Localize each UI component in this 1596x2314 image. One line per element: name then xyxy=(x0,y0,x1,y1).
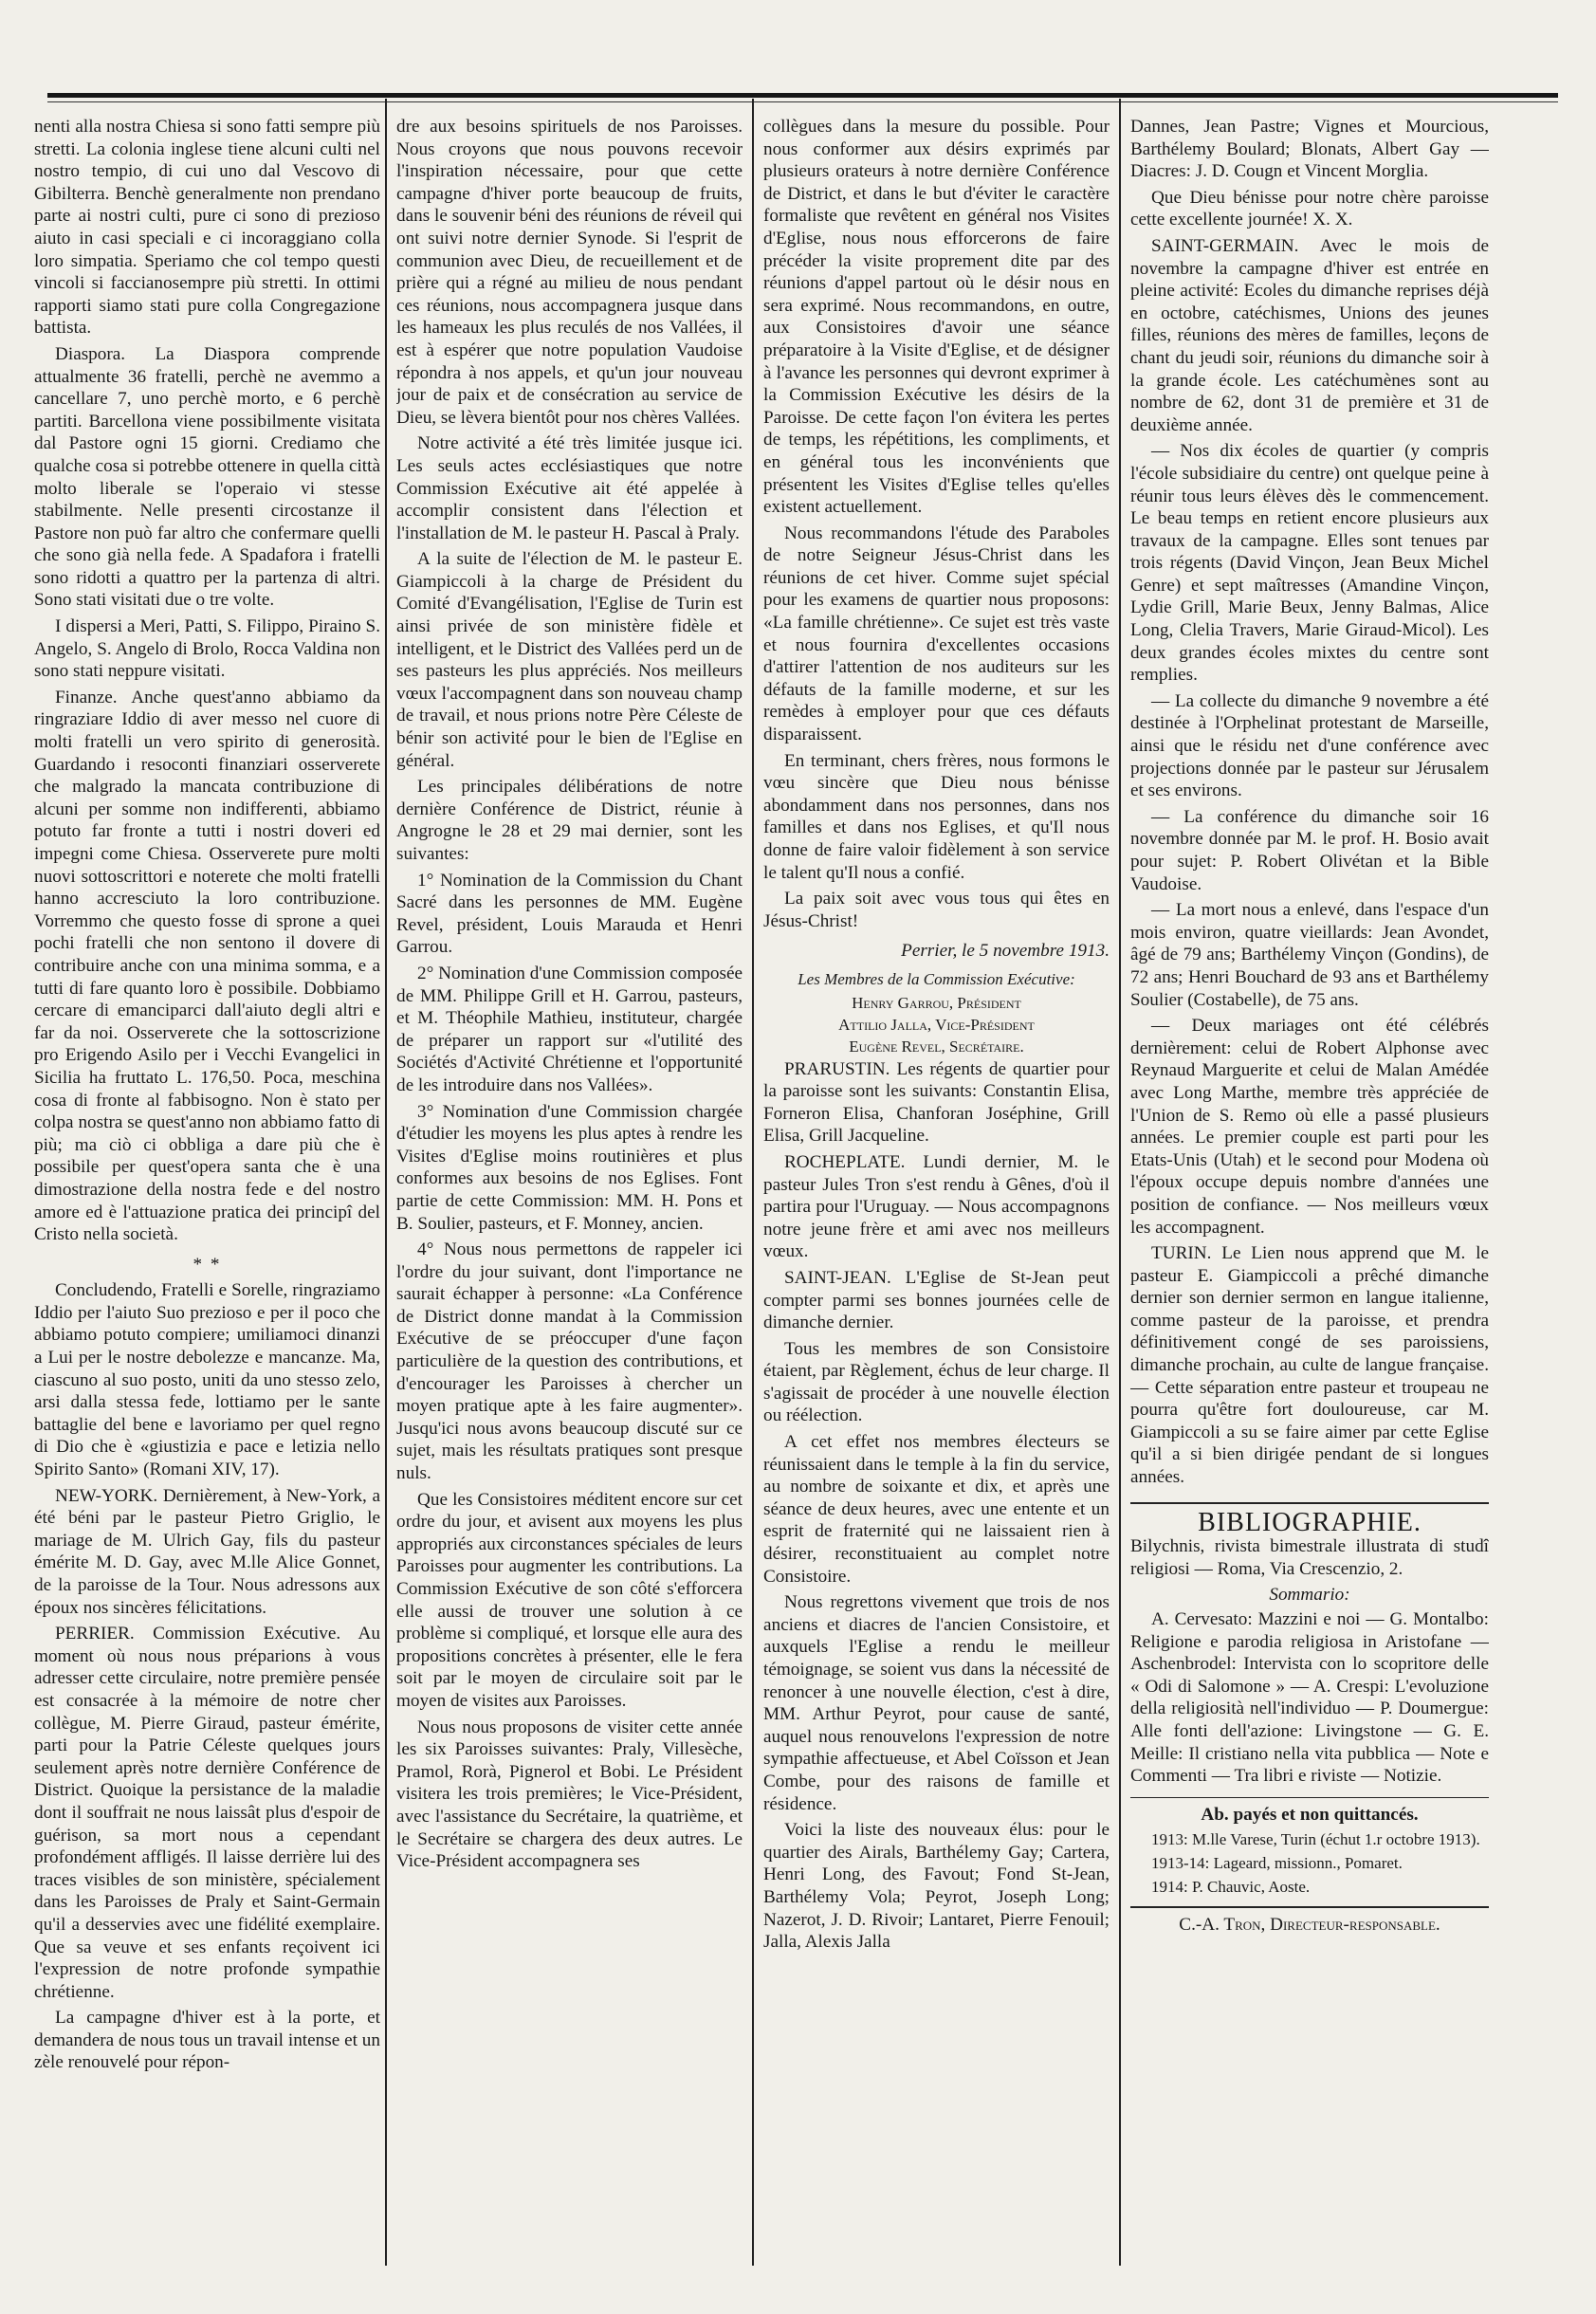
column-divider xyxy=(385,99,387,2266)
paragraph: Nous recommandons l'étude des Paraboles de notre Seigneur Jésus-Christ dans les réunions de cet hiver. Comme sujet spécial pour les examens de quartier nous proposons: «La famille chrétienne». Ce sujet est très vaste et nous fournira d'excellentes occasions d'attirer l'attention de nos auditeurs sur les défauts de la famille moderne, et sur les remèdes à employer pour que ces défauts disparaissent. xyxy=(763,523,1110,745)
paragraph: 3° Nomination d'une Commission chargée d'étudier les moyens les plus aptes à rendre les Visites d'Eglise moins routinières et plus conformes aux besoins de nos Eglises. Font partie de cette Commission: MM. H. Pons et B. Soulier, pasteurs, et F. Monney, ancien. xyxy=(396,1101,743,1234)
paragraph: nenti alla nostra Chiesa si sono fatti sempre più stretti. La colonia inglese tiene alcuni culti nel nostro tempio, di cui uno dal Vescovo di Gibilterra. Benchè generalmente non prendano parte ai nostri culti, pure ci sono di prezioso aiuto in casi speciali e ci incoraggiano colla loro simpatia. Speriamo che col tempo questi vincoli si faccianosempre più stretti. In ottimi rapporti siamo stati pure colla Congregazione battista. xyxy=(34,117,380,339)
paragraph: A cet effet nos membres électeurs se réunissaient dans le temple à la fin du service, au nombre de soixante et dix, et après une séance de deux heures, avec une entente et un esprit de fraternité qui ne laissaient rien à désirer, reconstituaient au complet notre Consistoire. xyxy=(763,1432,1110,1587)
paragraph: TURIN. Le Lien nous apprend que M. le pasteur E. Giampiccoli a prêché dimanche dernier son dernier sermon en langue italienne, comme pasteur de la paroisse, et prendra définitivement congé de ses paroissiens, dimanche prochain, au culte de langue française. — Cette séparation entre pasteur et troupeau ne pourra qu'être fort douloureuse, car M. Giampiccoli a su se faire aimer par cette Eglise qu'il a si bien dirigée pendant de si longues années. xyxy=(1130,1243,1489,1488)
paragraph: Dannes, Jean Pastre; Vignes et Mourcious, Barthélemy Boulard; Blonats, Albert Gay — Diacres: J. D. Cougn et Vincent Morglia. xyxy=(1130,117,1489,182)
paragraph: Diaspora. La Diaspora comprende attualmente 36 fratelli, perchè ne avemmo a cancellare 7, uno perchè morto, e 6 perchè partiti. Barcellona viene possibilmente visitata dal Pastore ogni 15 giorni. Crediamo che qualche cosa si potrebbe ottenere in quella città molto liberale se l'operaio vi stesse stabilmente. Nelle presenti circostanze il Pastore non può far altro che confermare quelli che sono già nella fede. A Spadafora i fratelli sono ridotti a quattro per la partenza di altri. Sono stati visitati due o tre volte. xyxy=(34,343,380,611)
paragraph: La paix soit avec vous tous qui êtes en Jésus-Christ! xyxy=(763,889,1110,931)
signatory: Henry Garrou, Président xyxy=(852,993,1021,1012)
top-rule-thin xyxy=(47,101,1558,102)
column-1 xyxy=(34,116,380,2268)
paragraph: Tous les membres de son Consistoire étaient, par Règlement, échus de leur charge. Il s'agissait de procéder à une nouvelle élection ou réélection. xyxy=(763,1338,1110,1426)
dateline: Perrier, le 5 novembre 1913. xyxy=(901,941,1110,962)
paragraph: — La collecte du dimanche 9 novembre a été destinée à l'Orphelinat protestant de Marseille, ainsi que le résidu net d'une conférence avec projections donnée par le pasteur sur Jérusalem et ses environs. xyxy=(1130,690,1489,801)
paragraph: PRARUSTIN. Les régents de quartier pour la paroisse sont les suivants: Constantin Elisa, Forneron Elisa, Chanforan Joséphine, Grill Elisa, Grill Jacqueline. xyxy=(763,1058,1110,1147)
paragraph: — La conférence du dimanche soir 16 novembre donnée par M. le prof. H. Bosio avait pour sujet: P. Robert Olivétan et la Bible Vaudoise. xyxy=(1130,806,1489,894)
sommario-label: Sommario: xyxy=(1269,1585,1350,1606)
paragraph: A la suite de l'élection de M. le pasteur E. Giampiccoli à la charge de Président du Comité d'Evangélisation, l'Eglise de Turin est ainsi privée de son ministère fidèle et intelligent, et le District des Vallées perd un de ses pasteurs les plus appréciés. Nos meilleurs vœux l'accompagnent dans son nouveau champ de travail, et nous prions notre Père Céleste de bénir son activité pour le bien de l'Eglise en général. xyxy=(396,549,743,771)
paragraph: Finanze. Anche quest'anno abbiamo da ringraziare Iddio di aver messo nel cuore di molti fratelli un vero spirito di generosità. Guardando i resoconti finanziari osserverete che malgrado la mancata contribuzione di alcuni per somme non indifferenti, abbiamo potuto far fronte a tutti i nostri doveri ed impegni come Chiesa. Osserverete pure molti nuovi sottoscrittori e noterete che molti fratelli hanno accresciuto la loro contribuzione. Vorremmo che questo fosse di sprone a quei pochi fratelli che non sentono il dovere di contribuire anche con una minima somma, e a tutti di fare quanto loro è possibile. Dobbiamo cercare di emanciparci dall'aiuto degli altri e far da noi. Osserverete che la sottoscrizione pro Erigendo Asilo per i Vecchi Evangelici in Sicilia ha fruttato L. 176,50. Poca, meschina cosa di fronte al fabbisogno. Non è stato per colpa nostra se quest'anno non abbiamo fatto di più; ma ciò ci obbliga a dare più che è possibile per quest'opera santa che è una dimostrazione della nostra fede e del nostro amore ed è l'attuazione pratica dei principî del Cristo nella società. xyxy=(34,687,380,1245)
column-divider xyxy=(752,99,754,2266)
paragraph: Concludendo, Fratelli e Sorelle, ringraziamo Iddio per l'aiuto Suo prezioso e per il poco che abbiamo potuto compiere; umiliamoci dinanzi a Lui per le nostre debolezze e mancanze. Ma, ciascuno al suo posto, uniti da uno stesso zelo, arsi dalla stessa fede, lottiamo per le sante battaglie del bene e lavoriamo per quel regno di Dio che è «giustizia e pace e letizia nello Spirito Santo» (Romani XIV, 17). xyxy=(34,1280,380,1480)
subscription-item: 1914: P. Chauvic, Aoste. xyxy=(1151,1878,1311,1897)
paragraph: I dispersi a Meri, Patti, S. Filippo, Piraino S. Angelo, S. Angelo di Brolo, Rocca Valdina non sono stati neppure visitati. xyxy=(34,616,380,682)
paragraph: Nous regrettons vivement que trois de nos anciens et diacres de l'ancien Consistoire, et auxquels l'Eglise a rendu le meilleur témoignage, se soient vus dans la nécessité de renoncer à une nouvelle élection, c'est à dire, MM. Arthur Peyrot, pour cause de santé, auquel nous renouvelons l'expression de notre sympathie affectueuse, et Abel Coïsson et Jean Combe, pour des raisons de famille et résidence. xyxy=(763,1592,1110,1814)
bibliography-heading: BIBLIOGRAPHIE. xyxy=(1130,1502,1489,1534)
editor-signature: C.-A. Tron, Directeur-responsable. xyxy=(1130,1906,1489,1937)
column-2 xyxy=(396,116,743,2268)
paragraph: Voici la liste des nouveaux élus: pour le quartier des Airals, Barthélemy Gay; Cartera, Henri Long, des Favout; Fond St-Jean, Barthélemy Vola; Peyrot, Joseph Long; Nazerot, J. D. Rivoir; Lantaret, Pierre Fenouil; Jalla, Alexis Jalla xyxy=(763,1820,1110,1953)
paragraph: 1° Nomination de la Commission du Chant Sacré dans les personnes de MM. Eugène Revel, président, Louis Marauda et Henri Garrou. xyxy=(396,870,743,958)
paragraph: — La mort nous a enlevé, dans l'espace d'un mois environ, quatre vieillards: Jean Avondet, âgé de 79 ans; Barthélemy Vinçon (Gondins), de 72 ans; Henri Bouchard de 93 ans et Barthélemy Soulier (Costabelle), de 75 ans. xyxy=(1130,900,1489,1010)
paragraph: — Nos dix écoles de quartier (y compris l'école subsidiaire du centre) ont quelque peine à réunir tous leurs élèves dès le commencement. Le beau temps en retient encore plusieurs aux travaux de la campagne. Elles sont tenues par trois régents (David Vinçon, Jean Beux Michel Genre) et sept maîtresses (Amandine Vinçon, Lydie Grill, Marie Beux, Jenny Balmas, Alice Long, Clelia Travers, Marie Giraud-Micol). Les deux grandes écoles mixtes du centre sont remplies. xyxy=(1130,441,1489,686)
subscriptions-heading: Ab. payés et non quittancés. xyxy=(1130,1797,1489,1827)
signatory: Attilio Jalla, Vice-Président xyxy=(838,1015,1035,1034)
paragraph: Nous nous proposons de visiter cette année les six Paroisses suivantes: Praly, Villesèche, Pramol, Rorà, Pignerol et Bobi. Le Président visitera les trois premières; le Vice-Président, avec l'assistance du Secrétaire, la quatrième, et le Secrétaire se chargera des deux autres. Le Vice-Président accompagnera ses xyxy=(396,1717,743,1872)
subscription-item: 1913: M.lle Varese, Turin (échut 1.r octobre 1913). xyxy=(1151,1830,1480,1849)
paragraph: SAINT-GERMAIN. Avec le mois de novembre la campagne d'hiver est entrée en pleine activité: Ecoles du dimanche reprises déjà en octobre, catéchismes, Unions des jeunes filles, réunions des mères de familles, leçons de chant du jeudi soir, réunions du dimanche soir à la grande école. Les catéchumènes sont au nombre de 62, dont 31 de première et 31 de deuxième année. xyxy=(1130,235,1489,435)
paragraph: Que les Consistoires méditent encore sur cet ordre du jour, et avisent aux moyens les plus appropriés aux circonstances spéciales de leurs Paroisses pour augmenter les contributions. La Commission Exécutive de son côté s'efforcera elle aussi de trouver une solution à ce problème si compliqué, et lorsque elle aura des propositions concrètes à présenter, elle le fera soit par le moyen de circulaire soit par le moyen de visites aux Paroisses. xyxy=(396,1489,743,1711)
paragraph: dre aux besoins spirituels de nos Paroisses. Nous croyons que nous pouvons recevoir l'inspiration nécessaire, pour que cette campagne d'hiver porte beaucoup de fruits, dans le souvenir béni des réunions de réveil qui ont suivi notre dernier Synode. Si l'esprit de communion avec Dieu, de recueillement et de prière qui a régné au milieu de nous pendant ces réunions, nous accompagnera jusque dans les hameaux les plus reculés de nos Vallées, il est à espérer que notre population Vaudoise répondra à nos appels, et qu'un jour nouveau jour de paix et de consécration au service de Dieu, se lèvera bientôt pour nos chères Vallées. xyxy=(396,117,743,428)
paragraph: NEW-YORK. Dernièrement, à New-York, a été béni par le pasteur Pietro Griglio, le mariage de M. Ulrich Gay, fils du pasteur émérite M. D. Gay, avec M.lle Alice Gonnet, de la paroisse de la Tour. Nous adressons aux époux nos sincères félicitations. xyxy=(34,1485,380,1618)
paragraph: collègues dans la mesure du possible. Pour nous conformer aux désirs exprimés par plusieurs orateurs à notre dernière Conférence de District, et dans le but d'éviter le caractère formaliste que revêtent en général nos Visites d'Eglise, nous nous efforcerons de faire précéder la visite proprement dite par des réunions d'appel partout où le désir nous en sera exprimé. Nous recommandons, en outre, aux Consistoires d'avoir une séance préparatoire à la Visite d'Eglise, et de désigner à l'avance les personnes qui devront exprimer à la Commission Exécutive les désirs de la Paroisse. De cette façon l'on évitera les pertes de temps, les répétitions, les compliments, et en général tous les inconvénients que présentent les Visites d'Eglise telles qu'elles existent actuellement. xyxy=(763,117,1110,518)
paragraph: 4° Nous nous permettons de rappeler ici l'ordre du jour suivant, dont l'importance ne saurait échapper à personne: «La Conférence de District donne mandat à la Commission Exécutive de se préoccuper d'une façon particulière de la question des contributions, et d'encourager les Paroisses à chercher un moyen pratique apte à les faire augmenter». Jusqu'ici nous avons beaucoup discuté sur ce sujet, mais les résultats pratiques sont presque nuls. xyxy=(396,1240,743,1484)
bibliography-contents: A. Cervesato: Mazzini e noi — G. Montalbo: Religione e parodia religiosa in Aristofane — Aschenbrodel: Intervista con lo scopritore delle « Odi di Salomone » — A. Crespi: L'evoluzione della religiosità nell'individuo — P. Doumergue: Alle fonti dell'azione: Livingstone — G. E. Meille: Il cristiano nella vita pubblica — Note e Commenti — Tra libri e riviste — Notizie. xyxy=(1130,1609,1489,1787)
paragraph: SAINT-JEAN. L'Eglise de St-Jean peut compter parmi ses bonnes journées celle de dimanche dernier. xyxy=(763,1267,1110,1333)
paragraph: 2° Nomination d'une Commission composée de MM. Philippe Grill et H. Garrou, pasteurs, et M. Théophile Mathieu, instituteur, chargée de préparer un rapport sur «l'utilité des Sociétés d'Activité Chrétienne et l'opportunité de les introduire dans nos Vallées». xyxy=(396,963,743,1095)
paragraph: En terminant, chers frères, nous formons le vœu sincère que Dieu nous bénisse abondamment dans nos personnes, dans nos familles et dans nos Eglises, et qu'Il nous donne de faire valoir fidèlement à son service le talent qu'Il nous a confié. xyxy=(763,750,1110,883)
section-separator: * * xyxy=(193,1254,222,1275)
column-3 xyxy=(763,116,1110,2268)
paragraph: — Deux mariages ont été célébrés dernièrement: celui de Robert Alphonse avec Reynaud Marguerite et celui de Malan Amédée avec Long Marthe, membre très appréciée de l'Union de S. Remo où elle a passé plusieurs années. Le premier couple est parti pour les Etats-Unis (Utah) et le second pour Modena où l'époux occupe depuis nombre d'années une position de confiance. — Nos meilleurs vœux les accompagnent. xyxy=(1130,1016,1489,1238)
paragraph: Les principales délibérations de notre dernière Conférence de District, réunie à Angrogne le 28 et 29 mai dernier, sont les suivantes: xyxy=(396,777,743,864)
column-4 xyxy=(1130,116,1489,2268)
paragraph: ROCHEPLATE. Lundi dernier, M. le pasteur Jules Tron s'est rendu à Gênes, d'où il partira pour l'Uruguay. — Nous accompagnons notre jeune frère et ami avec nos meilleurs vœux. xyxy=(763,1151,1110,1262)
bibliography-intro: Bilychnis, rivista bimestrale illustrata di studî religiosi — Roma, Via Crescenzio, 2. xyxy=(1130,1536,1489,1579)
paragraph: La campagne d'hiver est à la porte, et demandera de nous tous un travail intense et un zèle renouvelé pour répon- xyxy=(34,2008,380,2073)
subscription-item: 1913-14: Lageard, missionn., Pomaret. xyxy=(1151,1854,1403,1873)
signatories-heading: Les Membres de la Commission Exécutive: xyxy=(798,969,1075,988)
paragraph: Notre activité a été très limitée jusque ici. Les seuls actes ecclésiastiques que notre Commission Exécutive ait été appelée à accomplir consistent dans l'élection et l'installation de M. le pasteur H. Pascal à Praly. xyxy=(396,433,743,543)
paragraph: Que Dieu bénisse pour notre chère paroisse cette excellente journée! X. X. xyxy=(1130,187,1489,230)
column-divider xyxy=(1119,99,1121,2266)
paragraph: PERRIER. Commission Exécutive. Au moment où nous nous préparions à vous adresser cette circulaire, notre première pensée est consacrée à la mémoire de notre cher collègue, M. Pierre Giraud, pasteur émérite, parti pour la Patrie Céleste quelques jours seulement après notre dernière Conférence de District. Quoique la persistance de la maladie dont il souffrait ne nous laissât plus d'espoir de guérison, sa mort nous a cependant profondément affligés. Il laisse derrière lui des traces visibles de son ministère, spécialement dans les Paroisses de Praly et Saint-Germain qu'il a desservies avec une fidélité exemplaire. Que sa veuve et ses enfants reçoivent ici l'expression de notre profonde sympathie chrétienne. xyxy=(34,1624,380,2002)
top-rule xyxy=(47,93,1558,98)
signatory: Eugène Revel, Secrétaire. xyxy=(849,1037,1024,1056)
